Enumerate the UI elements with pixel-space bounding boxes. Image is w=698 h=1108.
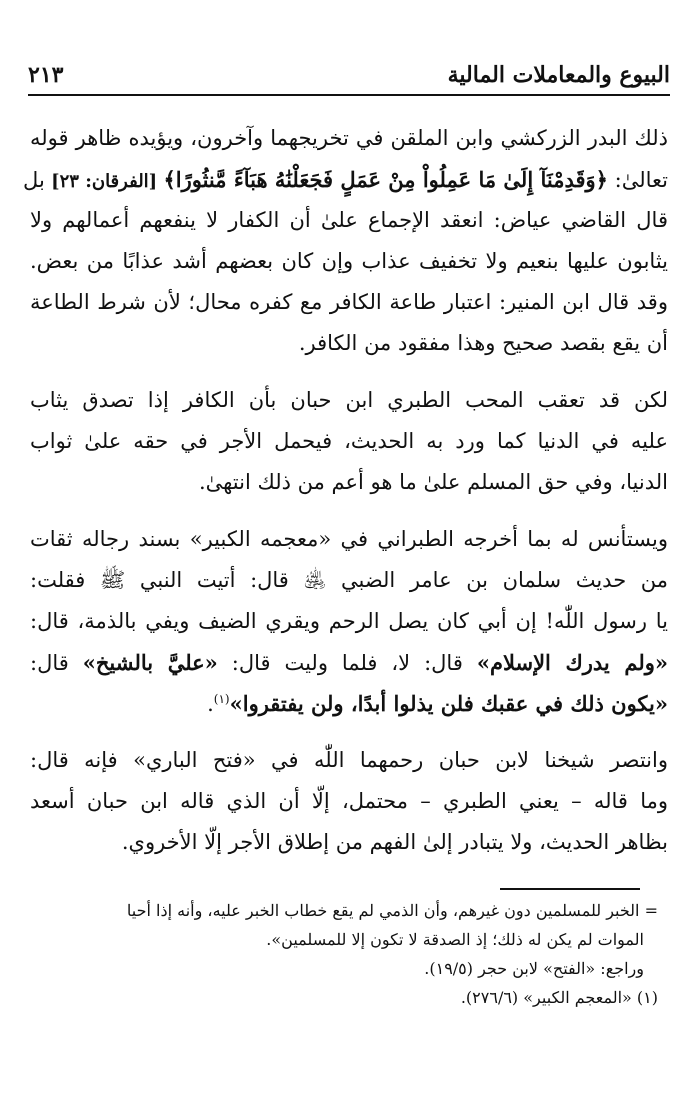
footnote-continuation: الموات لم يكن له ذلك؛ إذ الصدقة لا تكون إلا للمسلمين». (266, 930, 644, 949)
text-line: يثابون عليها بنعيم ولا تخفيف عذاب وإن كان بعضهم أشد عذابًا من بعض. (30, 249, 668, 273)
text-line: ويستأنس له بما أخرجه الطبراني في «معجمه الكبير» بسند رجاله ثقات (30, 527, 668, 551)
text-line-hadith (30, 642, 668, 683)
text-line: ذلك البدر الزركشي وابن الملقن في تخريجهما وآخرون، ويؤيده ظاهر قوله (30, 126, 668, 150)
text-line: من حديث سلمان بن عامر الضبي ﵁ قال: أتيت النبي ﷺ فقلت: (30, 568, 668, 592)
paragraph-2 (30, 380, 668, 503)
text-segment: تعالىٰ: (607, 168, 668, 192)
text-line-hadith (30, 683, 668, 724)
text-line: بظاهر الحديث، ولا يتبادر إلىٰ الفهم من إطلاق الأجر إلّا الأخروي. (121, 830, 668, 854)
text-segment: قال: لا، فلما وليت قال: (217, 651, 477, 675)
footnote-1: (١) «المعجم الكبير» (٢٧٦/٦). (460, 988, 658, 1007)
quran-verse: ﴿وَقَدِمْنَآ إِلَىٰ مَا عَمِلُواْ مِنْ عَمَلٍ فَجَعَلْنَٰهُ هَبَآءً مَّنثُورًا﴾ (163, 167, 608, 192)
hadith-quote: «يكون ذلك في عقبك فلن يذلوا أبدًا، ولن يفتقروا» (229, 691, 668, 716)
text-line: الدنيا، وفي حق المسلم علىٰ ما هو أعم من ذلك انتهىٰ. (198, 470, 668, 494)
footnote-continuation: = الخبر للمسلمين دون غيرهم، وأن الذمي لم يقع خطاب الخبر عليه، وأنه إذا أحيا (126, 901, 658, 920)
text-line-quran-verse (23, 159, 668, 200)
page-header (28, 54, 670, 96)
paragraph-1 (23, 118, 668, 364)
text-line: يا رسول اللّٰه! إن أبي كان يصل الرحم ويقري الضيف ويفي بالذمة، قال: (30, 609, 668, 633)
text-segment: . (207, 692, 214, 716)
paragraph-3 (30, 519, 668, 724)
text-line: وما قاله – يعني الطبري – محتمل، إلّا أن الذي قاله ابن حبان أسعد (30, 789, 668, 813)
footnotes (58, 896, 658, 1012)
text-line: وقد قال ابن المنير: اعتبار طاعة الكافر مع كفره محال؛ لأن شرط الطاعة (30, 290, 668, 314)
text-line: أن يقع بقصد صحيح وهذا مفقود من الكافر. (298, 331, 668, 355)
main-text (23, 118, 668, 879)
text-segment: بل (23, 168, 45, 192)
text-segment: قال: (30, 651, 83, 675)
running-title: البيوع والمعاملات المالية (447, 62, 670, 88)
footnote-marker: (١) (213, 692, 230, 706)
hadith-quote: «ولم يدرك الإسلام» (476, 650, 668, 675)
text-line: عليه في الدنيا كما ورد به الحديث، فيحمل الأجر في حقه علىٰ ثواب (30, 429, 668, 453)
text-line: وانتصر شيخنا لابن حبان رحمهما اللّٰه في «فتح الباري» فإنه قال: (30, 748, 668, 772)
footnote-divider (500, 888, 640, 890)
footnote-continuation: وراجع: «الفتح» لابن حجر (١٩/٥). (424, 959, 644, 978)
hadith-quote: «عليَّ بالشيخ» (82, 650, 218, 675)
page-number: ٢١٣ (28, 62, 64, 88)
paragraph-4 (30, 740, 668, 863)
text-line: لكن قد تعقب المحب الطبري ابن حبان بأن الكافر إذا تصدق يثاب (30, 388, 668, 412)
text-line: قال القاضي عياض: انعقد الإجماع علىٰ أن الكفار لا ينفعهم أعمالهم ولا (30, 208, 668, 232)
verse-reference: [الفرقان: ٢٣] (44, 171, 164, 192)
